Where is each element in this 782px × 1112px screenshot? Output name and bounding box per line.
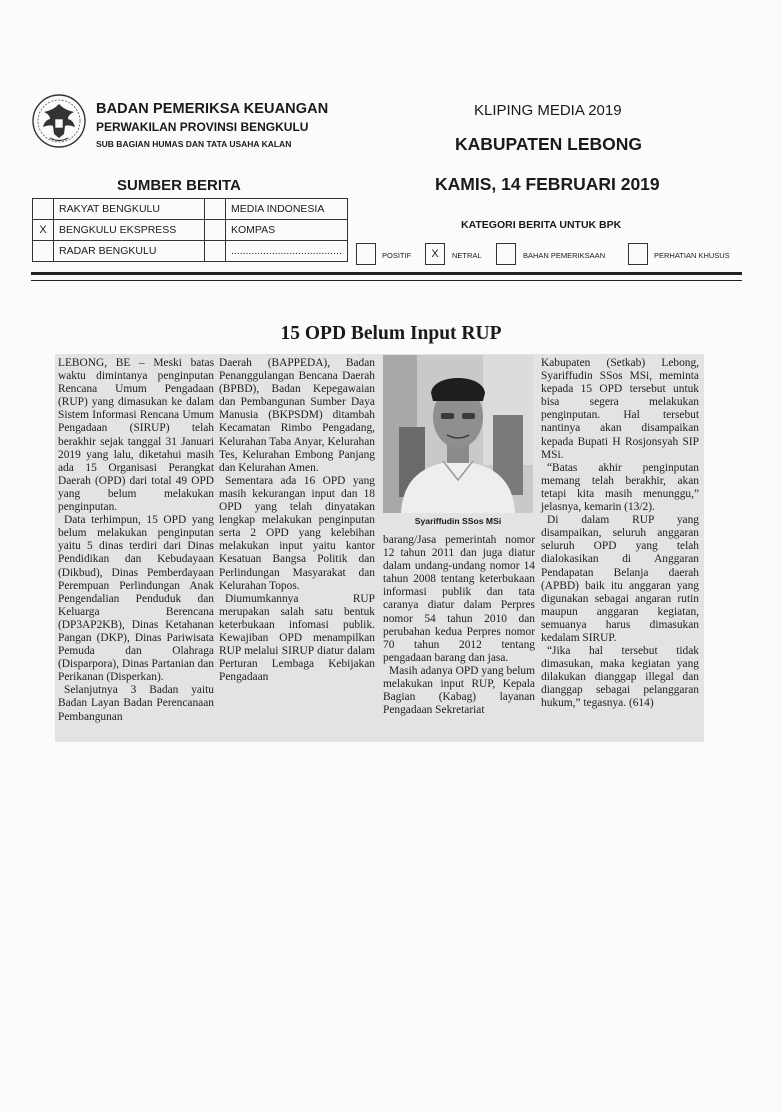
category-checkbox-perhatian bbox=[628, 243, 648, 265]
paragraph: Di dalam RUP yang disampaikan, seluruh anggaran seluruh OPD yang telah dialokasikan di Anggaran Pendapatan Belanja daerah (APBD) baik itu anggaran yang digunakan sebagai angaran rutin maupun anggaran kegiatan, semuanya harus dimasukan kedalam SIRUP. bbox=[541, 514, 699, 644]
source-checkbox bbox=[205, 220, 226, 241]
source-name: BENGKULU EKSPRESS bbox=[54, 220, 205, 241]
photo-caption: Syariffudin SSos MSi bbox=[414, 516, 502, 526]
paragraph: Daerah (BAPPEDA), Badan Penanggulangan Bencana Daerah (BPBD), Badan Kepegawaian dan Pembangunan Sumber Daya Manusia (BKPSDM) ditambah Kecamatan Rimbo Pengadang, Kelurahan Taba Anyar, Kelurahan Tes, Kelurahan Embong Panjang dan Kelurahan Amen. bbox=[219, 357, 375, 474]
source-name: KOMPAS bbox=[226, 220, 348, 241]
category-label-perhatian: PERHATIAN KHUSUS bbox=[654, 251, 730, 260]
date-title: KAMIS, 14 FEBRUARI 2019 bbox=[435, 174, 660, 194]
category-checkbox-positif bbox=[356, 243, 376, 265]
paragraph: Kabupaten (Setkab) Lebong, Syariffudin SSos MSi, meminta kepada 15 OPD tersebut untuk bisa segera melakukan penginputan. Hal tersebut nantinya akan disampaikan kepada Bupati H Rosjonsyah SIP MSi. bbox=[541, 357, 699, 461]
source-name: RAKYAT BENGKULU bbox=[54, 199, 205, 220]
org-name: BADAN PEMERIKSA KEUANGAN bbox=[96, 101, 329, 117]
divider bbox=[31, 272, 742, 275]
source-checkbox bbox=[33, 241, 54, 262]
sources-table bbox=[32, 198, 348, 262]
region-title: KABUPATEN LEBONG bbox=[455, 134, 642, 154]
paragraph: “Jika hal tersebut tidak dimasukan, maka kegiatan yang dilakukan dianggap illegal dan dianggap sebagai pelanggaran hukum,” tegasnya. (614) bbox=[541, 645, 699, 710]
article-photo bbox=[383, 355, 533, 513]
source-checkbox bbox=[205, 199, 226, 220]
category-label-positif: POSITIF bbox=[382, 251, 412, 260]
article-headline: 15 OPD Belum Input RUP bbox=[280, 323, 502, 344]
article-column-2 bbox=[219, 357, 375, 684]
table-row bbox=[33, 241, 348, 262]
article-column-1 bbox=[58, 357, 214, 724]
source-checkbox bbox=[205, 241, 226, 262]
paragraph: Diumumkannya RUP merupakan salah satu bentuk keterbukaan infomasi publik. Kewajiban OPD menampilkan RUP melalui SIRUP diatur dalam Perturan Lembaga Kebijakan Pengadaan bbox=[219, 592, 375, 684]
person-photo-icon bbox=[383, 355, 533, 513]
category-label-netral: NETRAL bbox=[452, 251, 482, 260]
org-subdivision: SUB BAGIAN HUMAS DAN TATA USAHA KALAN bbox=[96, 139, 292, 149]
article-column-3 bbox=[383, 534, 535, 717]
paragraph: Selanjutnya 3 Badan yaitu Badan Layan Badan Perencanaan Pembangunan bbox=[58, 684, 214, 723]
divider bbox=[31, 280, 742, 281]
source-checkbox bbox=[33, 199, 54, 220]
source-name: MEDIA INDONESIA bbox=[226, 199, 348, 220]
paragraph: “Batas akhir penginputan memang telah berakhir, akan tetapi kita masih menunggu,” jelasnya, kemarin (13/2). bbox=[541, 461, 699, 514]
paragraph: Data terhimpun, 15 OPD yang belum melakukan penginputan yaitu 5 dinas terdiri dari Dinas Pendidikan dan Kebudayaan (Dikbud), Dinas Pemberdayaan Perempuan Perlindungan Anak Pengendalian Penduduk dan Keluarga Berencana (DP3AP2KB), Dinas Ketahanan Pangan (DKP), Dinas Pariwisata Pemuda dan Olahraga (Disparpora), Dinas Partanian dan Perikanan (Disperkan). bbox=[58, 514, 214, 684]
paragraph: Sementara ada 16 OPD yang masih kekurangan input dan 18 OPD yang telah dinyatakan lengkap melakukan penginputan serta 2 OPD yang kelebihan melakukan input yaitu kantor Kesatuan Bangsa Politik dan Perlindungan Masyarakat dan Kelurahan Topos. bbox=[219, 474, 375, 592]
category-label-bahan: BAHAN PEMERIKSAAN bbox=[523, 251, 606, 260]
garuda-logo bbox=[30, 92, 88, 150]
paragraph: barang/Jasa pemerintah nomor 12 tahun 2011 dan juga diatur dalam undang-undang nomor 14 tahun 2008 tentang keterbukaan informasi publik dan tata caranya diatur dalam Perpres nomor 54 tahun 2010 dan perubahan kedua Perpres nomor 70 tahun 2012 tentang pengadaan barang dan jasa. bbox=[383, 534, 535, 664]
paragraph: Masih adanya OPD yang belum melakukan input RUP, Kepala Bagian (Kabag) layanan Pengadaan Sekretariat bbox=[383, 664, 535, 717]
table-row bbox=[33, 220, 348, 241]
org-branch: PERWAKILAN PROVINSI BENGKULU bbox=[96, 120, 309, 134]
article-column-4 bbox=[541, 357, 699, 711]
kliping-title: KLIPING MEDIA 2019 bbox=[474, 102, 622, 119]
source-checkbox: X bbox=[33, 220, 54, 241]
paragraph: LEBONG, BE – Meski batas waktu dimintanya penginputan Rencana Umum Pengadaan (RUP) yang dimasukan ke dalam Sistem Informasi Rencana Umum Pengadaan (SIRUP) telah berakhir sejak tanggal 31 Januari 2019 yang lalu, diketahui masih ada 15 Organisasi Perangkat Daerah (OPD) dari total 49 OPD yang belum melakukan penginputan. bbox=[58, 357, 214, 514]
category-checkbox-netral: X bbox=[425, 243, 445, 265]
source-name: ...................................... bbox=[226, 241, 348, 262]
source-name: RADAR BENGKULU bbox=[54, 241, 205, 262]
sources-title: SUMBER BERITA bbox=[117, 177, 241, 194]
table-row bbox=[33, 199, 348, 220]
category-title: KATEGORI BERITA UNTUK BPK bbox=[461, 219, 622, 231]
category-checkbox-bahan bbox=[496, 243, 516, 265]
